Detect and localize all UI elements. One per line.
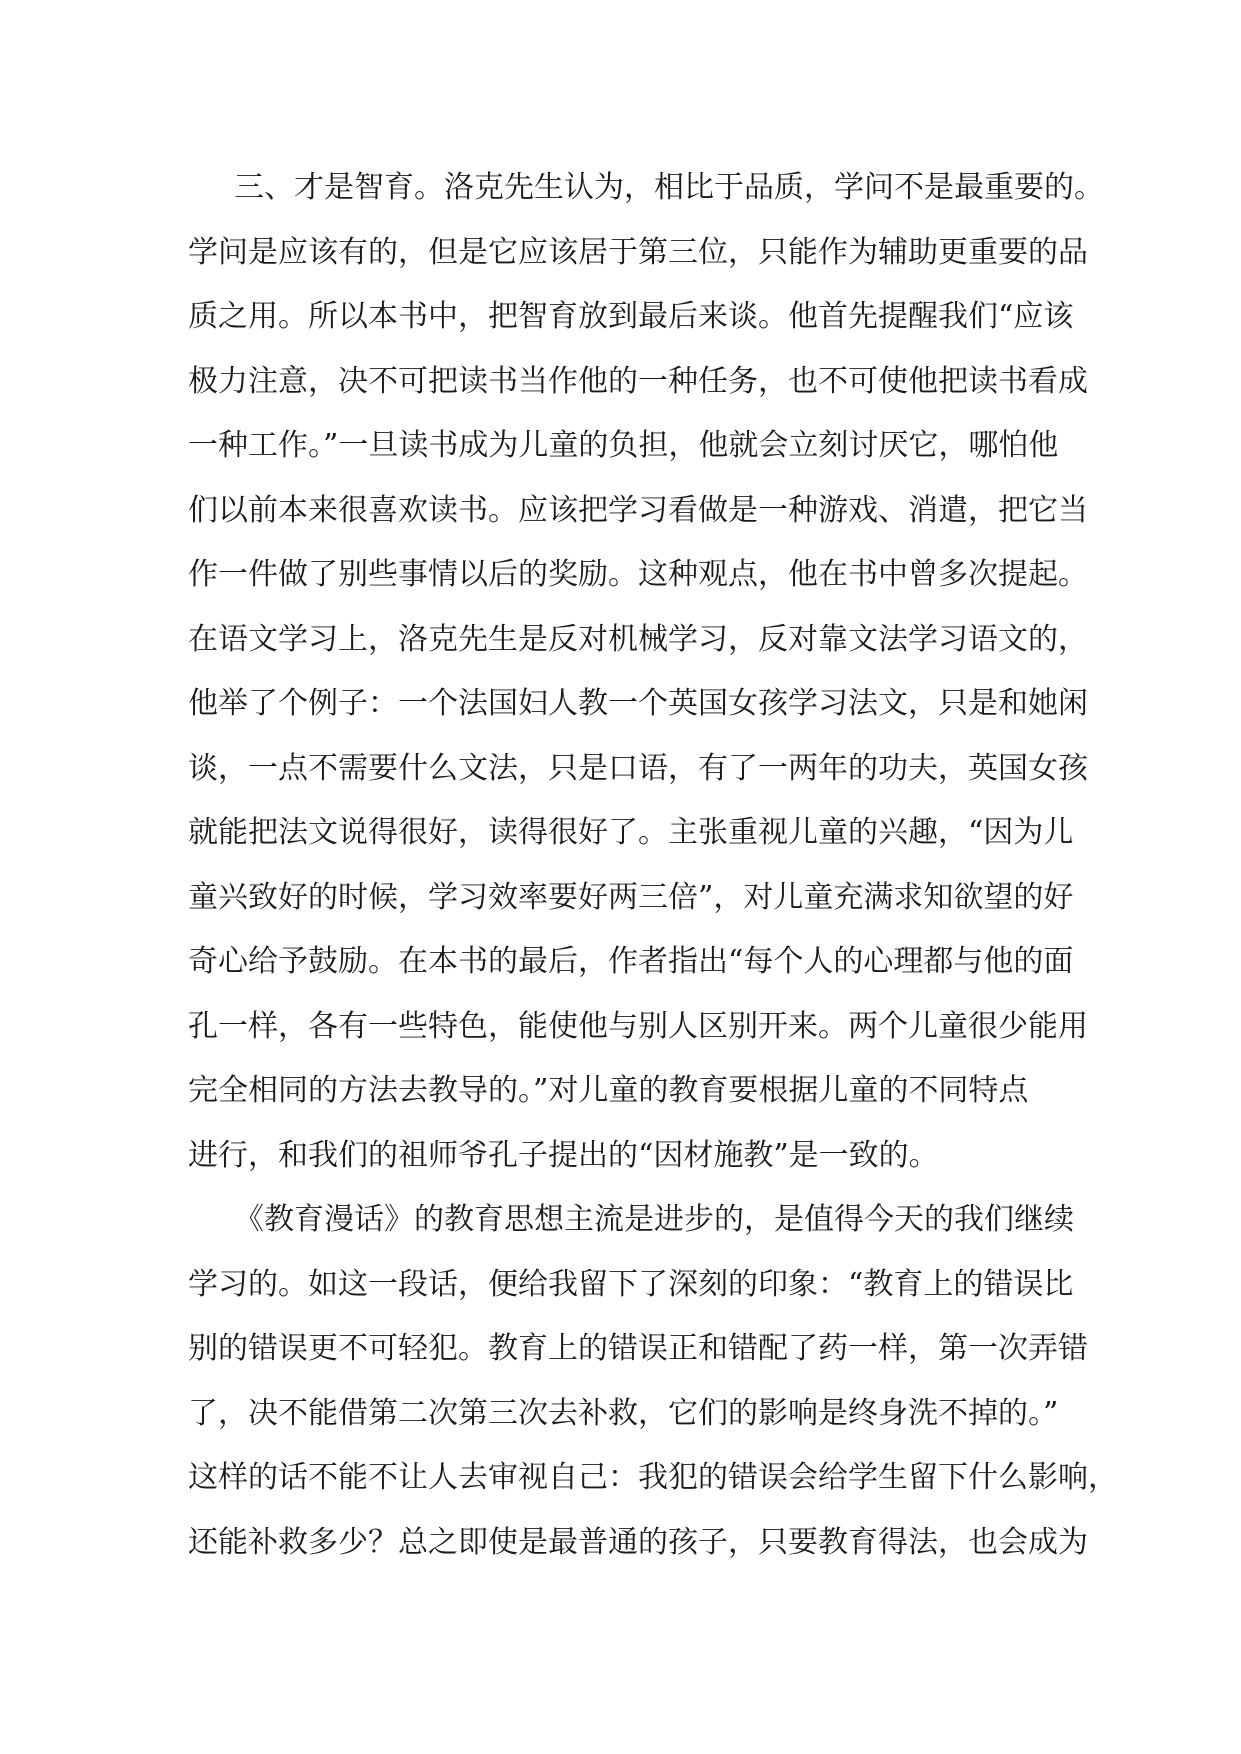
text-line: 学习的。如这一段话，便给我留下了深刻的印象：“教育上的错误比	[188, 1266, 1074, 1302]
text-line: 完全相同的方法去教导的。”对儿童的教育要根据儿童的不同特点	[188, 1073, 1029, 1108]
text-line: 在语文学习上，洛克先生是反对机械学习，反对靠文法学习语文的，	[188, 621, 1088, 657]
text-line: 质之用。所以本书中，把智育放到最后来谈。他首先提醒我们“应该	[188, 299, 1074, 334]
text-line: 他举了个例子：一个法国妇人教一个英国女孩学习法文，只是和她闲	[188, 686, 1088, 721]
text-line: 还能补救多少？总之即使是最普通的孩子，只要教育得法，也会成为	[188, 1524, 1088, 1560]
text-line: 学问是应该有的，但是它应该居于第三位，只能作为辅助更重要的品	[188, 234, 1088, 270]
text-line: 极力注意，决不可把读书当作他的一种任务，也不可使他把读书看成	[188, 363, 1088, 399]
text-line: 进行，和我们的祖师爷孔子提出的“因材施教”是一致的。	[188, 1137, 939, 1173]
body-text	[188, 156, 1118, 1575]
text-line: 这样的话不能不让人去审视自己：我犯的错误会给学生留下什么影响，	[188, 1460, 1118, 1495]
text-line: 三、才是智育。洛克先生认为，相比于品质，学问不是最重要的。	[234, 170, 1104, 205]
text-line: 就能把法文说得很好，读得很好了。主张重视儿童的兴趣，“因为儿	[188, 815, 1074, 850]
text-line: 了，决不能借第二次第三次去补救，它们的影响是终身洗不掉的。”	[188, 1395, 1059, 1431]
text-line: 童兴致好的时候，学习效率要好两三倍”，对儿童充满求知欲望的好	[188, 879, 1074, 915]
text-line: 们以前本来很喜欢读书。应该把学习看做是一种游戏、消遣，把它当	[188, 492, 1088, 528]
text-line: 别的错误更不可轻犯。教育上的错误正和错配了药一样，第一次弄错	[188, 1331, 1088, 1366]
text-line: 《教育漫话》的教育思想主流是进步的，是值得今天的我们继续	[234, 1202, 1074, 1237]
text-line: 孔一样，各有一些特色，能使他与别人区别开来。两个儿童很少能用	[188, 1008, 1088, 1044]
text-line: 奇心给予鼓励。在本书的最后，作者指出“每个人的心理都与他的面	[188, 944, 1074, 979]
text-line: 谈，一点不需要什么文法，只是口语，有了一两年的功夫，英国女孩	[188, 750, 1088, 786]
text-line: 作一件做了别些事情以后的奖励。这种观点，他在书中曾多次提起。	[188, 557, 1088, 592]
text-line: 一种工作。”一旦读书成为儿童的负担，他就会立刻讨厌它，哪怕他	[188, 428, 1059, 463]
